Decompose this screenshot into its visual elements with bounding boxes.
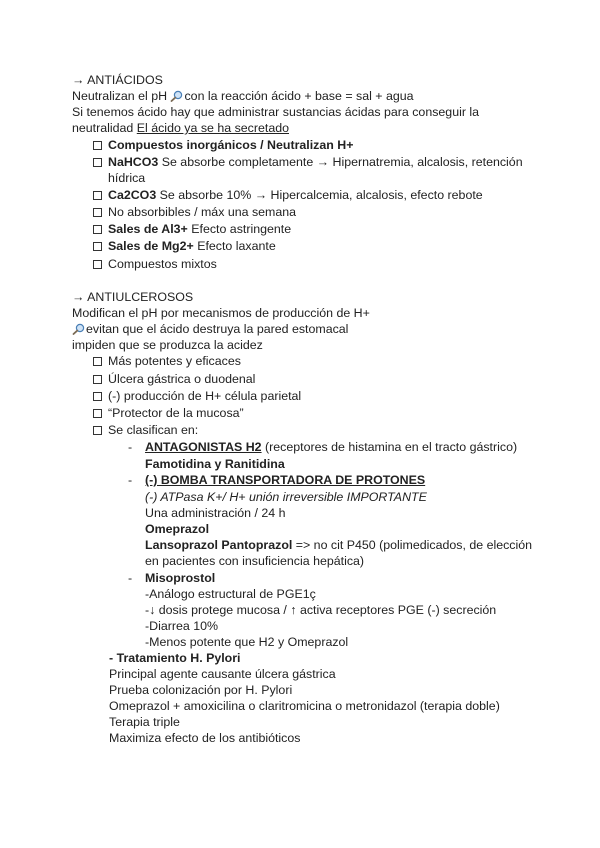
bomba-admin: Una administración / 24 h [145, 506, 286, 520]
list-item [93, 256, 217, 272]
bomba-drug2-cont: en pacientes con insuficiencia hepática) [145, 554, 365, 568]
miso-line1: -Análogo estructural de PGE1ç [145, 587, 316, 601]
antiulcerosos-line2-text: evitan que el ácido destruya la pared estomacal [86, 322, 349, 336]
antiulcerosos-line2 [72, 321, 348, 337]
list-item [93, 238, 276, 254]
checkbox[interactable] [93, 357, 102, 366]
list-item-text: Compuestos mixtos [108, 257, 217, 271]
antiulcerosos-heading: → ANTIULCEROSOS [72, 290, 194, 304]
list-item [93, 154, 523, 170]
bomba-drug2-line [145, 537, 532, 553]
checkbox[interactable] [93, 260, 102, 269]
list-item [93, 137, 353, 153]
list-item [93, 405, 244, 421]
antiacidos-line3 [72, 120, 289, 136]
h2-title: ANTAGONISTAS H2 [145, 440, 262, 454]
list-item-text: Más potentes y eficaces [108, 354, 241, 368]
antiulcerosos-line1: Modifican el pH por mecanismos de producción de H+ [72, 306, 370, 320]
bomba-drug2: Lansoprazol Pantoprazol [145, 538, 293, 552]
checkbox[interactable] [93, 208, 102, 217]
list-item-bold: NaHCO3 [108, 155, 159, 169]
checkbox[interactable] [93, 426, 102, 435]
bomba-desc: (-) ATPasa K+/ H+ unión irreversible IMPORTANTE [145, 490, 427, 504]
list-item-bold: Sales de Al3+ [108, 222, 188, 236]
miso-title: Misoprostol [145, 571, 216, 585]
sublist-dash: - [128, 473, 133, 487]
sublist-dash: - [128, 440, 133, 454]
list-item-text: Se clasifican en: [108, 423, 199, 437]
list-item-continuation: hídrica [108, 171, 146, 185]
antiacidos-line1 [72, 88, 414, 104]
list-item [93, 388, 301, 404]
checkbox[interactable] [93, 392, 102, 401]
checkbox[interactable] [93, 225, 102, 234]
list-item-text: Úlcera gástrica o duodenal [108, 372, 256, 386]
magnifier-icon [170, 90, 183, 102]
list-item-text: Se absorbe completamente → Hipernatremia, alcalosis, retención [158, 155, 523, 169]
bomba-drug1: Omeprazol [145, 522, 210, 536]
antiacidos-line2: Si tenemos ácido hay que administrar sustancias ácidas para conseguir la [72, 105, 480, 119]
bomba-drug2-desc: => no cit P450 (polimedicados, de elección [292, 538, 533, 552]
pylori-line3: Omeprazol + amoxicilina o claritromicina o metronidazol (terapia doble) [109, 699, 500, 713]
list-item [93, 353, 241, 369]
list-item-text: No absorbibles / máx una semana [108, 205, 297, 219]
antiacidos-line3-a: neutralidad [72, 121, 137, 135]
checkbox[interactable] [93, 191, 102, 200]
antiacidos-line3-underlined: El ácido ya se ha secretado [136, 121, 289, 135]
h2-line [145, 439, 517, 455]
list-item [93, 371, 255, 387]
miso-line2: -↓ dosis protege mucosa / ↑ activa receptores PGE (-) secreción [145, 603, 497, 617]
checkbox[interactable] [93, 158, 102, 167]
antiulcerosos-line3: impiden que se produzca la acidez [72, 338, 263, 352]
list-item-text: Compuestos inorgánicos / Neutralizan H+ [108, 138, 354, 152]
miso-line4: -Menos potente que H2 y Omeprazol [145, 635, 349, 649]
list-item-text: Efecto laxante [193, 239, 276, 253]
pylori-line1: Principal agente causante úlcera gástrica [109, 667, 336, 681]
antiacidos-heading: → ANTIÁCIDOS [72, 73, 163, 87]
list-item-text: “Protector de la mucosa” [108, 406, 244, 420]
list-item-text: Se absorbe 10% → Hipercalcemia, alcalosis, efecto rebote [156, 188, 483, 202]
list-item-text: Efecto astringente [187, 222, 292, 236]
antiacidos-line1-a: Neutralizan el pH [72, 89, 171, 103]
sublist-dash: - [128, 571, 133, 585]
list-item [93, 187, 483, 203]
list-item [93, 204, 296, 220]
antiacidos-line1-b: con la reacción ácido + base = sal + agua [184, 89, 414, 103]
pylori-line4: Terapia triple [109, 715, 180, 729]
pylori-line5: Maximiza efecto de los antibióticos [109, 731, 301, 745]
pylori-title: - Tratamiento H. Pylori [109, 651, 241, 665]
checkbox[interactable] [93, 242, 102, 251]
h2-drugs: Famotidina y Ranitidina [145, 457, 285, 471]
list-item-text: (-) producción de H+ célula parietal [108, 389, 302, 403]
list-item-bold: Ca2CO3 [108, 188, 157, 202]
list-item-bold: Sales de Mg2+ [108, 239, 194, 253]
pylori-line2: Prueba colonización por H. Pylori [109, 683, 293, 697]
checkbox[interactable] [93, 141, 102, 150]
magnifier-icon [72, 323, 85, 335]
checkbox[interactable] [93, 409, 102, 418]
checkbox[interactable] [93, 375, 102, 384]
list-item [93, 221, 291, 237]
h2-desc: (receptores de histamina en el tracto gástrico) [261, 440, 518, 454]
miso-line3: -Diarrea 10% [145, 619, 218, 633]
list-item [93, 422, 198, 438]
bomba-title: (-) BOMBA TRANSPORTADORA DE PROTONES [145, 473, 426, 487]
